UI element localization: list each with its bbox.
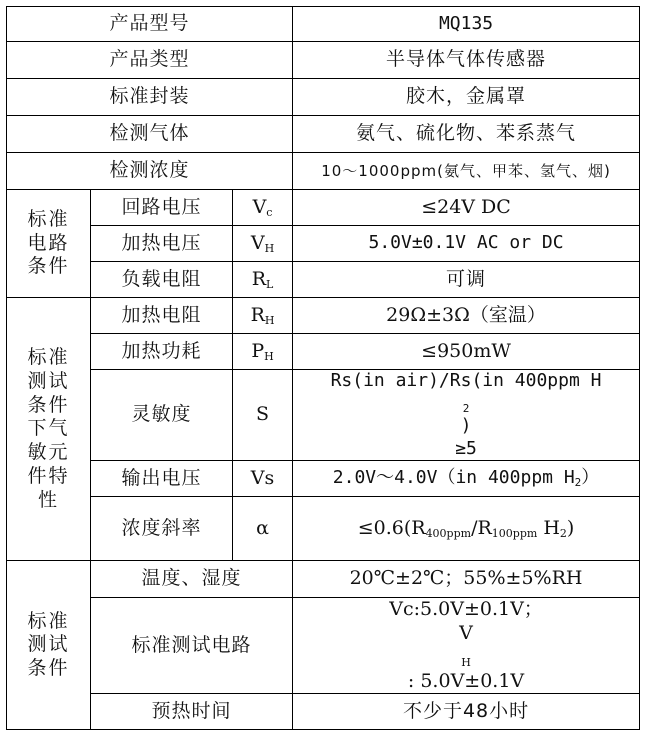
group-label-circuit: 标准 电路 条件: [7, 190, 91, 298]
value-gas: 氨气、硫化物、苯系蒸气: [293, 116, 640, 153]
value-sensitivity: Rs(in air)/Rs(in 400ppm H $_2$ ) ≥5: [293, 370, 640, 461]
table-row: [7, 334, 640, 370]
table-row: [7, 370, 640, 461]
table-row: [7, 262, 640, 298]
symbol-vh: $V_H$: [233, 226, 293, 262]
symbol-alpha: α: [233, 497, 293, 561]
value-temp-humidity: 20℃±2℃；55%±5%RH: [293, 561, 640, 598]
table-row: [7, 42, 640, 79]
symbol-rl: $R_L$: [233, 262, 293, 298]
value-preheat-time: 不少于48小时: [293, 694, 640, 730]
param-heater-power: 加热功耗: [91, 334, 233, 370]
symbol-s: S: [233, 370, 293, 461]
value-heater-resistance: 29Ω±3Ω（室温）: [293, 298, 640, 334]
param-test-circuit: 标准测试电路: [91, 598, 293, 694]
value-concentration-slope: $\le 0.6(R_{400ppm}/R_{100ppm}$ $H_2$): [293, 497, 640, 561]
value-package: 胶木，金属罩: [293, 79, 640, 116]
value-type: 半导体气体传感器: [293, 42, 640, 79]
table-row: [7, 298, 640, 334]
label-type: 产品类型: [7, 42, 293, 79]
label-package: 标准封装: [7, 79, 293, 116]
table-row: [7, 561, 640, 598]
symbol-ph: $P_H$: [233, 334, 293, 370]
value-model: MQ135: [293, 7, 640, 42]
value-output-voltage: 2.0V～4.0V（in 400ppm $H_2$）: [293, 461, 640, 497]
table-row: [7, 153, 640, 190]
param-output-voltage: 输出电压: [91, 461, 233, 497]
value-concentration: 10～1000ppm(氨气、甲苯、氢气、烟): [293, 153, 640, 190]
param-loop-voltage: 回路电压: [91, 190, 233, 226]
value-heater-voltage: 5.0V±0.1V AC or DC: [293, 226, 640, 262]
symbol-rh: $R_H$: [233, 298, 293, 334]
group-label-test-conditions: 标准 测试 条件: [7, 561, 91, 730]
spec-table: [6, 6, 640, 730]
table-row: [7, 190, 640, 226]
table-row: [7, 461, 640, 497]
value-heater-power: ≤950mW: [293, 334, 640, 370]
table-row: [7, 497, 640, 561]
param-preheat-time: 预热时间: [91, 694, 293, 730]
label-gas: 检测气体: [7, 116, 293, 153]
label-model: 产品型号: [7, 7, 293, 42]
spec-sheet: [6, 6, 639, 722]
table-row: [7, 79, 640, 116]
param-sensitivity: 灵敏度: [91, 370, 233, 461]
param-load-resistance: 负载电阻: [91, 262, 233, 298]
param-concentration-slope: 浓度斜率: [91, 497, 233, 561]
value-test-circuit: Vc:5.0V±0.1V； V $_H$ : 5.0V±0.1V: [293, 598, 640, 694]
table-row: [7, 116, 640, 153]
label-concentration: 检测浓度: [7, 153, 293, 190]
value-loop-voltage: ≤24V DC: [293, 190, 640, 226]
symbol-vs: Vs: [233, 461, 293, 497]
table-row: [7, 598, 640, 694]
table-row: [7, 226, 640, 262]
symbol-vc: $V_c$: [233, 190, 293, 226]
value-load-resistance: 可调: [293, 262, 640, 298]
table-row: [7, 694, 640, 730]
group-label-characteristics: 标准 测试 条件 下气 敏元 件特 性: [7, 298, 91, 561]
param-heater-voltage: 加热电压: [91, 226, 233, 262]
param-temp-humidity: 温度、湿度: [91, 561, 293, 598]
param-heater-resistance: 加热电阻: [91, 298, 233, 334]
table-row: [7, 7, 640, 42]
